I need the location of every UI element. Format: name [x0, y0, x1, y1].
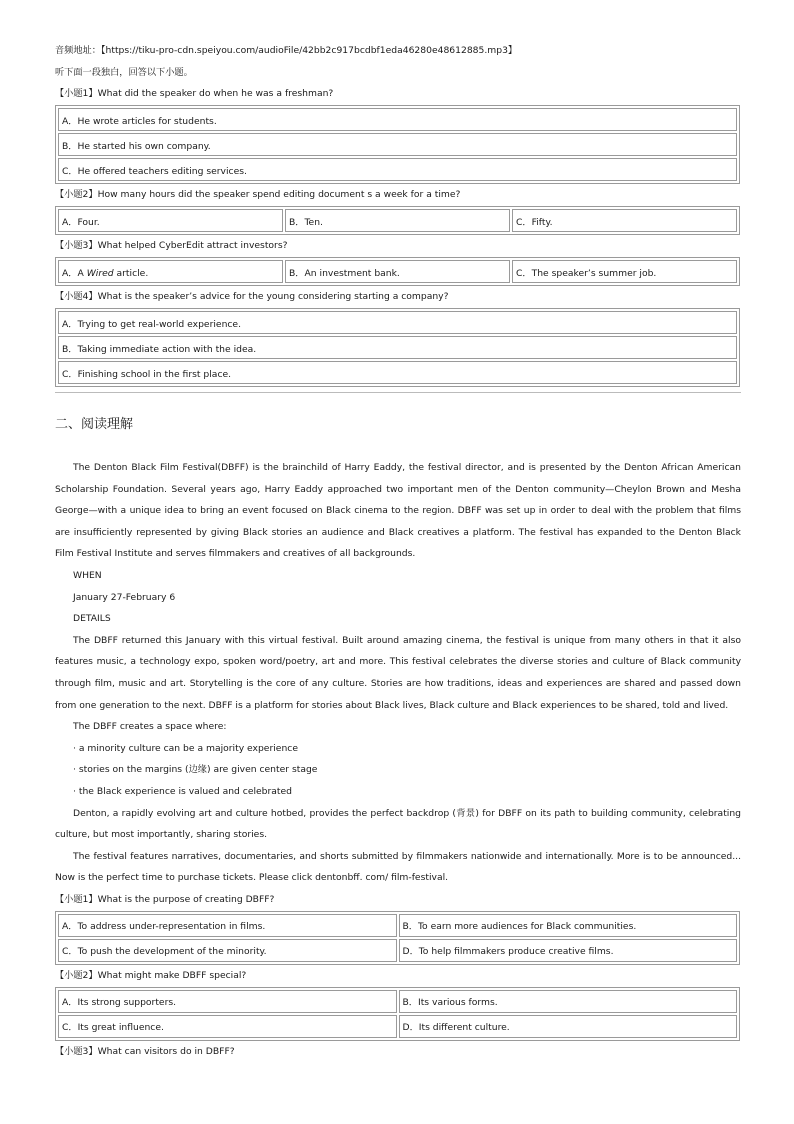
- listening-q2-title: 【小题2】How many hours did the speaker spend editing document s a week for a time?: [55, 189, 461, 200]
- bullet-item: · stories on the margins (边缘) are given center stage: [73, 764, 318, 776]
- listening-q1-options: [55, 105, 740, 184]
- reading-q1-options: [55, 911, 740, 965]
- document-page: [55, 40, 741, 1063]
- listening-q1-title: 【小题1】What did the speaker do when he was a freshman?: [55, 88, 334, 99]
- reading-q2-options: [55, 987, 740, 1041]
- denton-paragraph: Denton, a rapidly evolving art and culture hotbed, provides the perfect backdrop (背景) for DBFF on its path to building community, celebrating culture, but most importantly, sharing stories.: [55, 807, 741, 841]
- listening-q3-title: 【小题3】What helped CyberEdit attract investors?: [55, 240, 288, 251]
- reading-intro-paragraph: The Denton Black Film Festival(DBFF) is the brainchild of Harry Eaddy, the festival director, and is presented by the Denton African American Scholarship Foundation. Several years ago, Harry Eaddy approached two important men of the Denton community—Cheylon Brown and Mesha George—with a unique idea to bring an event focused on Black cinema to the region. DBFF was set up in order to deal with the problem that films are insufficiently represented by giving Black stories an audience and Black creatives a platform. The festival has expanded to the Denton Black Film Festival Institute and serves filmmakers and creatives of all backgrounds.: [55, 462, 741, 560]
- bullet-item: · a minority culture can be a majority experience: [73, 742, 298, 754]
- reading-section-title: 二、阅读理解: [55, 417, 134, 432]
- listening-q3-option-b[interactable]: B．An investment bank.: [285, 260, 510, 283]
- audio-url-line: 音频地址：【https://tiku-pro-cdn.speiyou.com/audioFile/42bb2c917bcdbf1eda46280e48612885.mp3】: [55, 45, 518, 56]
- creates-label: The DBFF creates a space where:: [73, 721, 227, 733]
- reading-q2-option-d[interactable]: D．Its different culture.: [399, 1015, 738, 1038]
- listening-q2-options: [55, 206, 740, 235]
- reading-q2-option-b[interactable]: B．Its various forms.: [399, 990, 738, 1013]
- listening-q2-option-c[interactable]: C．Fifty.: [512, 209, 737, 232]
- bullet-item: · the Black experience is valued and celebrated: [73, 785, 293, 797]
- details-label: DETAILS: [73, 613, 111, 625]
- when-value: January 27-February 6: [73, 591, 176, 603]
- reading-q2-title: 【小题2】What might make DBFF special?: [55, 969, 247, 981]
- reading-q2-option-a[interactable]: A．Its strong supporters.: [58, 990, 397, 1013]
- details-paragraph: The DBFF returned this January with this virtual festival. Built around amazing cinema, the festival is unique from many others in that it also features music, a technology expo, spoken word/poetry, art and more. This festival celebrates the diverse stories and culture of Black community through film, music and art. Storytelling is the core of any culture. Stories are how traditions, ideas and experiences are shared and passed down from one generation to the next. DBFF is a platform for stories about Black lives, Black culture and Black experiences to be shared, told and lived.: [55, 634, 741, 711]
- listening-q4-title: 【小题4】What is the speaker’s advice for the young considering starting a company?: [55, 291, 449, 302]
- listening-q3-options: [55, 257, 740, 286]
- listening-q2-option-a[interactable]: A．Four.: [58, 209, 283, 232]
- listening-q4-option-c[interactable]: C．Finishing school in the first place.: [58, 361, 737, 384]
- reading-q1-option-d[interactable]: D．To help filmmakers produce creative films.: [399, 939, 738, 962]
- reading-q1-option-a[interactable]: A．To address under-representation in films.: [58, 914, 397, 937]
- wired-italic: Wired: [86, 267, 114, 279]
- reading-q1-option-c[interactable]: C．To push the development of the minority.: [58, 939, 397, 962]
- listening-q1-option-a[interactable]: A．He wrote articles for students.: [58, 108, 737, 131]
- listening-q4-option-b[interactable]: B．Taking immediate action with the idea.: [58, 336, 737, 359]
- features-paragraph: The festival features narratives, documentaries, and shorts submitted by filmmakers nationwide and internationally. More is to be announced... Now is the perfect time to purchase tickets. Please click dentonbff. com/ film-festival.: [55, 850, 741, 884]
- listening-q4-options: [55, 308, 740, 387]
- option-a-prefix: A．A: [62, 267, 87, 279]
- reading-q2-option-c[interactable]: C．Its great influence.: [58, 1015, 397, 1038]
- section-divider: [55, 392, 741, 393]
- listening-q4-option-a[interactable]: A．Trying to get real-world experience.: [58, 311, 737, 334]
- reading-q1-option-b[interactable]: B．To earn more audiences for Black communities.: [399, 914, 738, 937]
- listening-instruction: 听下面一段独白，回答以下小题。: [55, 66, 193, 78]
- listening-q1-option-c[interactable]: C．He offered teachers editing services.: [58, 158, 737, 181]
- option-a-suffix: article.: [113, 267, 149, 279]
- listening-q3-option-a[interactable]: [58, 260, 283, 283]
- listening-q1-option-b[interactable]: B．He started his own company.: [58, 133, 737, 156]
- when-label: WHEN: [73, 569, 102, 581]
- listening-q2-option-b[interactable]: B．Ten.: [285, 209, 510, 232]
- reading-q1-title: 【小题1】What is the purpose of creating DBFF?: [55, 893, 275, 905]
- reading-q3-title: 【小题3】What can visitors do in DBFF?: [55, 1045, 235, 1057]
- listening-q3-option-c[interactable]: C．The speaker’s summer job.: [512, 260, 737, 283]
